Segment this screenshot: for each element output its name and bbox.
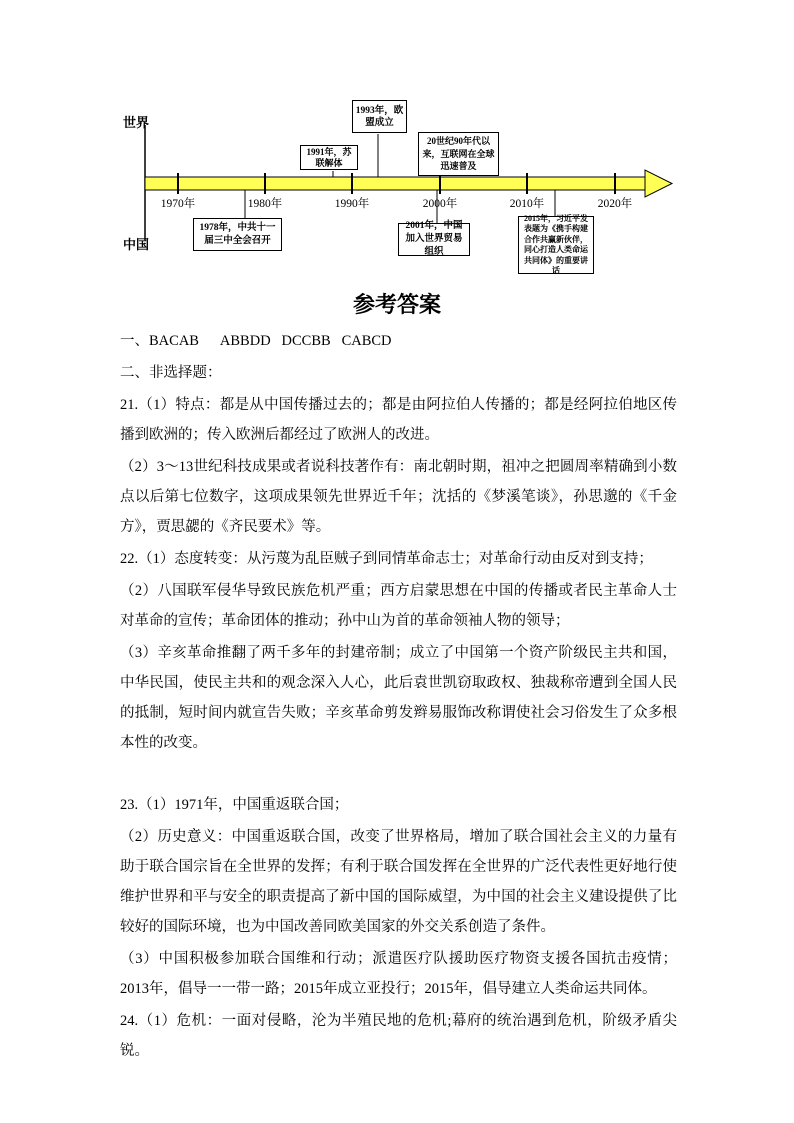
answer-paragraph-23-1: 23.（1）1971年，中国重返联合国； [120, 797, 349, 813]
callout-1991-soviet-union: 1991年，苏联解体 [300, 145, 358, 170]
callout-1978-third-plenum: 1978年，中共十一届三中全会召开 [193, 218, 282, 251]
timeline-diagram [105, 92, 725, 292]
callout-1993-eu: 1993年，欧盟成立 [352, 100, 407, 133]
timeline-year-1990: 1990年 [334, 198, 370, 210]
timeline-year-2000: 2000年 [422, 198, 458, 210]
timeline-china-label: 中国 [122, 237, 149, 252]
timeline-world-label: 世界 [122, 115, 149, 130]
callout-1990s-internet: 20世纪90年代以来，互联网在全球迅速普及 [418, 132, 499, 176]
answer-paragraph-24-1: 24.（1）危机：一面对侵略，沦为半殖民地的危机;幕府的统治遇到危机，阶级矛盾尖锐。 [120, 1013, 677, 1059]
timeline-year-1980: 1980年 [247, 198, 283, 210]
answer-paragraph-22-3: （3）辛亥革命推翻了两千多年的封建帝制；成立了中国第一个资产阶级民主共和国，中华民国，使民主共和的观念深入人心，此后袁世凯窃取政权、独裁称帝遭到全国人民的抵制，短时间内就宣告失败；辛亥革命剪发辫易服饰改称谓使社会习俗发生了众多根本性的改变。 [120, 645, 677, 751]
choice-answers-line: 一、BACAB ABBDD DCCBB CABCD [120, 333, 392, 349]
timeline-year-2020: 2020年 [597, 198, 633, 210]
timeline-arrowhead [645, 170, 672, 197]
timeline-band [145, 177, 645, 190]
answer-paragraph-21-1: 21.（1）特点：都是从中国传播过去的；都是由阿拉伯人传播的；都是经阿拉伯地区传播到欧洲的；传入欧洲后都经过了欧洲人的改进。 [120, 397, 677, 443]
answer-paragraph-21-2: （2）3～13世纪科技成果或者说科技著作有：南北朝时期，祖冲之把圆周率精确到小数点以后第七位数字，这项成果领先世界近千年；沈括的《梦溪笔谈》，孙思邈的《千金方》，贾思勰的《齐民要术》等。 [120, 459, 677, 535]
page-title: 参考答案 [352, 292, 441, 317]
answer-paragraph-22-1: 22.（1）态度转变：从污蔑为乱臣贼子到同情革命志士；对革命行动由反对到支持； [120, 551, 653, 567]
answer-paragraph-23-2: （2）历史意义：中国重返联合国，改变了世界格局，增加了联合国社会主义的力量有助于联合国宗旨在全世界的发挥；有利于联合国发挥在全世界的广泛代表性更好地行使维护世界和平与安全的职责提高了新中国的国际威望，为中国的社会主义建设提供了比较好的国际环境，也为中国改善同欧美国家的外交关系创造了条件。 [120, 829, 677, 935]
answer-paragraph-22-2: （2）八国联军侵华导致民族危机严重；西方启蒙思想在中国的传播或者民主革命人士对革命的宣传；革命团体的推动；孙中山为首的革命领袖人物的领导； [120, 583, 677, 629]
section-heading-non-choice: 二、非选择题： [120, 365, 222, 381]
timeline-arrow-graphic [105, 92, 725, 292]
timeline-year-2010: 2010年 [509, 198, 545, 210]
timeline-year-1970: 1970年 [160, 198, 196, 210]
callout-2015-speech: 2015年，习近平发表题为《携手构建合作共赢新伙伴，同心打造人类命运共同体》的重要讲话 [518, 216, 594, 274]
callout-2001-wto: 2001年，中国加入世界贸易组织 [398, 223, 470, 256]
answer-paragraph-23-3: （3）中国积极参加联合国维和行动；派遣医疗队援助医疗物资支援各国抗击疫情；2013年，倡导一一带一路；2015年成立亚投行；2015年，倡导建立人类命运共同体。 [120, 951, 677, 997]
answers-content [120, 326, 677, 1068]
